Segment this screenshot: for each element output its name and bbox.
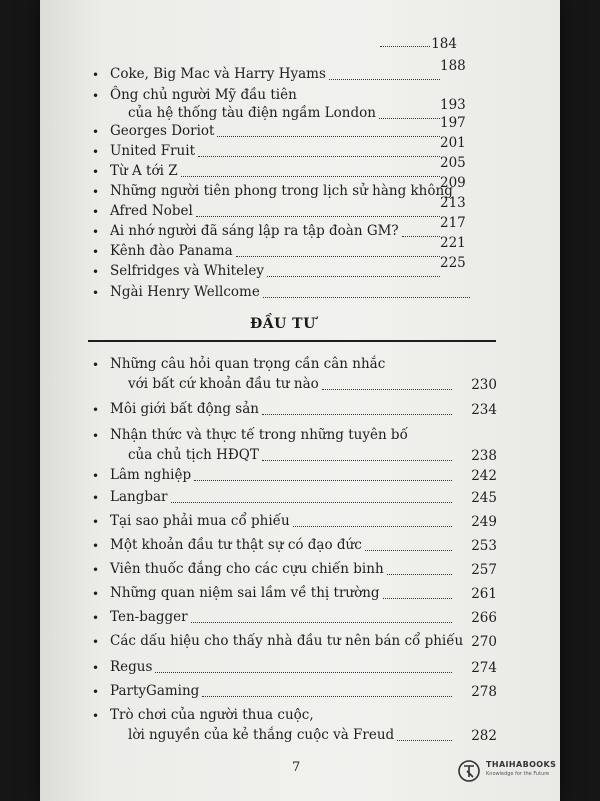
- bullet-icon: •: [92, 403, 100, 417]
- bullet-icon: •: [92, 491, 100, 505]
- toc-entry-title: Ai nhớ người đã sáng lập ra tập đoàn GM?: [110, 223, 399, 239]
- dot-leader: [387, 574, 452, 575]
- bullet-icon: •: [92, 165, 100, 179]
- toc-entry-title: Một khoản đầu tư thật sự có đạo đức: [110, 537, 362, 553]
- toc-entry-title: Ông chủ người Mỹ đầu tiên: [110, 87, 297, 103]
- dot-leader: [293, 526, 452, 527]
- toc-page-number: 201: [440, 135, 466, 151]
- toc-entry-title: với bất cứ khoản đầu tư nào: [128, 376, 319, 392]
- toc-entry-title: Langbar: [110, 489, 168, 505]
- dot-leader: [402, 236, 440, 237]
- dot-leader: [181, 176, 440, 177]
- publisher-tagline: Knowledge for the Future: [486, 771, 550, 777]
- dot-leader: [196, 216, 440, 217]
- toc-page-number: 205: [440, 155, 466, 171]
- toc-page-number: 266: [471, 610, 497, 626]
- bullet-icon: •: [92, 89, 100, 103]
- dot-leader: [198, 156, 440, 157]
- toc-page-number: 188: [440, 58, 466, 74]
- bullet-icon: •: [92, 563, 100, 577]
- dot-leader: [383, 598, 452, 599]
- dot-leader: [397, 740, 452, 741]
- bullet-icon: •: [92, 145, 100, 159]
- toc-entry-title: lời nguyền của kẻ thắng cuộc và Freud: [128, 727, 395, 743]
- bullet-icon: •: [92, 635, 100, 649]
- dot-leader: [263, 297, 470, 298]
- toc-entry-title: Coke, Big Mac và Harry Hyams: [110, 66, 326, 82]
- toc-entry-title: Nhận thức và thực tế trong những tuyên bố: [110, 427, 408, 443]
- toc-entry-title: Các dấu hiệu cho thấy nhà đầu tư nên bán cổ phiếu: [110, 633, 464, 649]
- bullet-icon: •: [92, 125, 100, 139]
- bullet-icon: •: [92, 68, 100, 82]
- toc-page-number: 213: [440, 195, 466, 211]
- toc-page-number: 249: [471, 514, 497, 530]
- bullet-icon: •: [92, 286, 100, 300]
- toc-entry-title: Lâm nghiệp: [110, 467, 192, 483]
- bullet-icon: •: [92, 539, 100, 553]
- toc-page-number: 238: [471, 448, 497, 464]
- toc-page-number: 278: [471, 684, 497, 700]
- toc-page-number: 193: [440, 97, 466, 113]
- toc-page-number: 257: [471, 562, 497, 578]
- toc-entry-title: của hệ thống tàu điện ngầm London: [128, 105, 376, 121]
- toc-page-number: 261: [471, 586, 497, 602]
- toc-entry-title: Kênh đào Panama: [110, 243, 233, 259]
- toc-entry-title: Afred Nobel: [110, 203, 193, 219]
- toc-entry-title: Selfridges và Whiteley: [110, 263, 265, 279]
- toc-page-number: 217: [440, 215, 466, 231]
- toc-page-number: 197: [440, 115, 466, 131]
- toc-entry-title: Regus: [110, 659, 153, 675]
- toc-entry-title: Ngài Henry Wellcome: [110, 284, 260, 300]
- page-number: 7: [292, 760, 301, 775]
- toc-page-number: 225: [440, 255, 466, 271]
- toc-page-number: 274: [471, 660, 497, 676]
- dot-leader: [262, 414, 452, 415]
- bullet-icon: •: [92, 225, 100, 239]
- dot-leader: [194, 480, 452, 481]
- toc-page-number: 282: [471, 728, 497, 744]
- bullet-icon: •: [92, 685, 100, 699]
- bullet-icon: •: [92, 185, 100, 199]
- dot-leader: [171, 502, 453, 503]
- toc-entry-title: Môi giới bất động sản: [110, 401, 259, 417]
- section-divider: [88, 340, 496, 342]
- toc-entry-title: Ten-bagger: [110, 609, 188, 625]
- dot-leader: [380, 46, 430, 47]
- toc-entry-title: của chủ tịch HĐQT: [128, 447, 259, 463]
- bullet-icon: •: [92, 587, 100, 601]
- bullet-icon: •: [92, 469, 100, 483]
- bullet-icon: •: [92, 358, 100, 372]
- dot-leader: [236, 256, 440, 257]
- toc-page-number: 221: [440, 235, 466, 251]
- toc-entry-title: Viên thuốc đắng cho các cựu chiến binh: [110, 561, 384, 577]
- toc-page-number: 270: [471, 634, 497, 650]
- dot-leader: [202, 696, 452, 697]
- toc-entry-title: Trò chơi của người thua cuộc,: [110, 707, 314, 723]
- dot-leader: [329, 79, 440, 80]
- dot-leader: [191, 622, 452, 623]
- toc-entry-title: Georges Doriot: [110, 123, 215, 139]
- bullet-icon: •: [92, 429, 100, 443]
- toc-page-number: 245: [471, 490, 497, 506]
- toc-page-number: 230: [471, 377, 497, 393]
- dot-leader: [322, 389, 452, 390]
- bullet-icon: •: [92, 515, 100, 529]
- toc-page-number: 253: [471, 538, 497, 554]
- toc-page-number: 209: [440, 175, 466, 191]
- bullet-icon: •: [92, 245, 100, 259]
- toc-entry-title: Từ A tới Z: [110, 163, 178, 179]
- dot-leader: [267, 276, 440, 277]
- toc-entry-title: PartyGaming: [110, 683, 200, 699]
- dot-leader: [262, 460, 452, 461]
- bullet-icon: •: [92, 205, 100, 219]
- toc-entry-title: Những quan niệm sai lầm về thị trường: [110, 585, 380, 601]
- toc-page-number: 234: [471, 402, 497, 418]
- dot-leader: [155, 672, 452, 673]
- toc-entry-title: Những người tiên phong trong lịch sử hàng không: [110, 183, 453, 199]
- toc-entry-title: Những câu hỏi quan trọng cần cân nhắc: [110, 356, 386, 372]
- dot-leader: [365, 550, 452, 551]
- section-title: ĐẦU TƯ: [250, 316, 316, 332]
- toc-entry-title: United Fruit: [110, 143, 195, 159]
- dot-leader: [379, 118, 440, 119]
- bullet-icon: •: [92, 661, 100, 675]
- bullet-icon: •: [92, 265, 100, 279]
- dot-leader: [217, 136, 440, 137]
- bullet-icon: •: [92, 611, 100, 625]
- toc-page-number: 242: [471, 468, 497, 484]
- publisher-name: THAIHABOOKS: [486, 760, 557, 769]
- toc-entry-title: Tại sao phải mua cổ phiếu: [110, 513, 290, 529]
- toc-page-number: 184: [431, 36, 457, 52]
- bullet-icon: •: [92, 709, 100, 723]
